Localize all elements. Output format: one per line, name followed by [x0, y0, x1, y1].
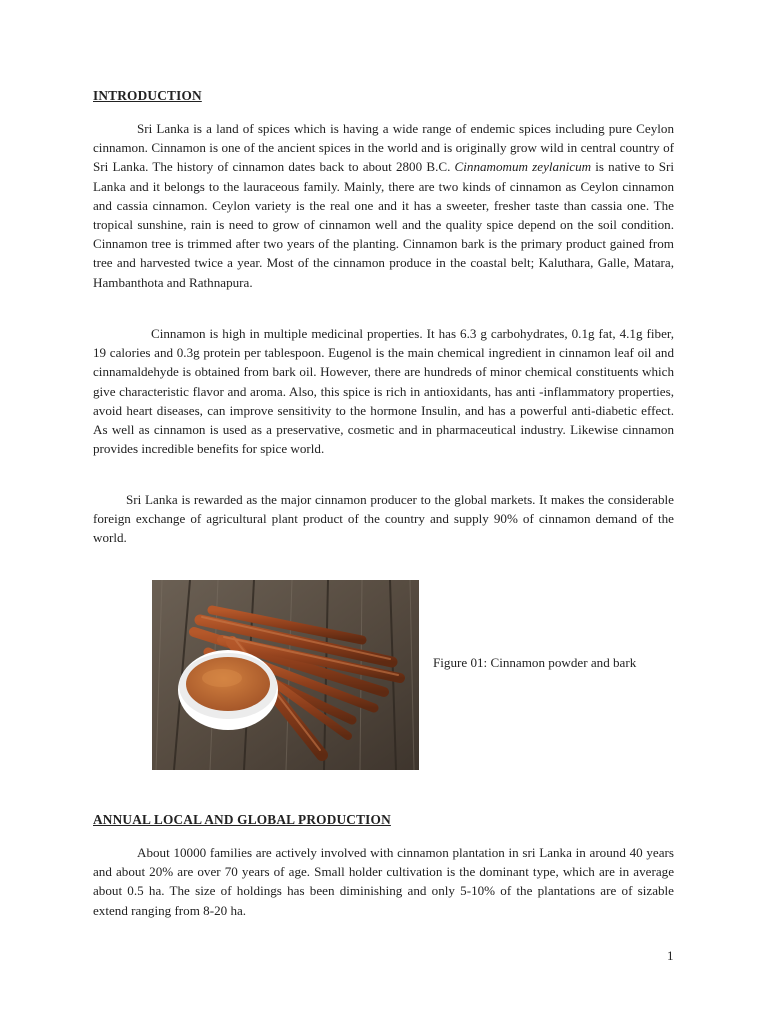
intro-paragraph-1-part-a: Sri Lanka is a land of spices which is having a wide range of endemic spices including pure Ceylon cinnamon. Cinnamon is one of the ancient spices in the world and is originally grow wild in central country of Sri Lanka. The history of cinnamon dates back to about 2800 B.C.	[93, 121, 674, 175]
intro-paragraph-1-part-b: is native to Sri Lanka and it belongs to the lauraceous family. Mainly, there are two kinds of cinnamon as Ceylon cinnamon and cassia cinnamon. Ceylon variety is the real one and it has a sweeter, fresher taste than cassia one. The tropical sunshine, rain is need to grow of cinnamon well and the quality spice depend on the soil condition. Cinnamon tree is trimmed after two years of the planting. Cinnamon bark is the primary product gained from tree and harvested twice a year. Most of the cinnamon produce in the coastal belt; Kaluthara, Galle, Matara, Hambanthota and Rathnapura.	[93, 159, 674, 290]
intro-paragraph-3: Sri Lanka is rewarded as the major cinnamon producer to the global markets. It makes the considerable foreign exchange of agricultural plant product of the country and supply 90% of cinnamon demand of the world.	[93, 492, 674, 546]
production-heading: ANNUAL LOCAL AND GLOBAL PRODUCTION	[93, 812, 391, 827]
cinnamon-photo	[152, 580, 419, 770]
intro-paragraph-2: Cinnamon is high in multiple medicinal properties. It has 6.3 g carbohydrates, 0.1g fat, 4.1g fiber, 19 calories and 0.3g protein per tablespoon. Eugenol is the main chemical ingredient in cinnamon leaf oil and cinnamaldehyde is obtained from bark oil. However, there are hundreds of minor chemical constituents which give characteristic flavor and aroma. Also, this spice is rich in antioxidants, has anti -inflammatory properties, avoid heart diseases, can improve sensitivity to the hormone Insulin, and has a powerful anti-diabetic effect. As well as cinnamon is used as a preservative, cosmetic and in pharmaceutical industry. Likewise cinnamon provides incredible benefits for spice world.	[93, 326, 674, 457]
page-number: 1	[667, 948, 674, 963]
intro-paragraph-1	[93, 119, 674, 292]
figure-caption: Figure 01: Cinnamon powder and bark	[433, 655, 637, 670]
introduction-heading: INTRODUCTION	[93, 88, 202, 103]
production-paragraph-1: About 10000 families are actively involved with cinnamon plantation in sri Lanka in around 40 years and about 20% are over 70 years of age. Small holder cultivation is the dominant type, which are in average about 0.5 ha. The size of holdings has been diminishing and only 5-10% of the plantations are of sizable extend ranging from 8-20 ha.	[93, 845, 674, 918]
species-name: Cinnamomum zeylanicum	[454, 159, 592, 175]
